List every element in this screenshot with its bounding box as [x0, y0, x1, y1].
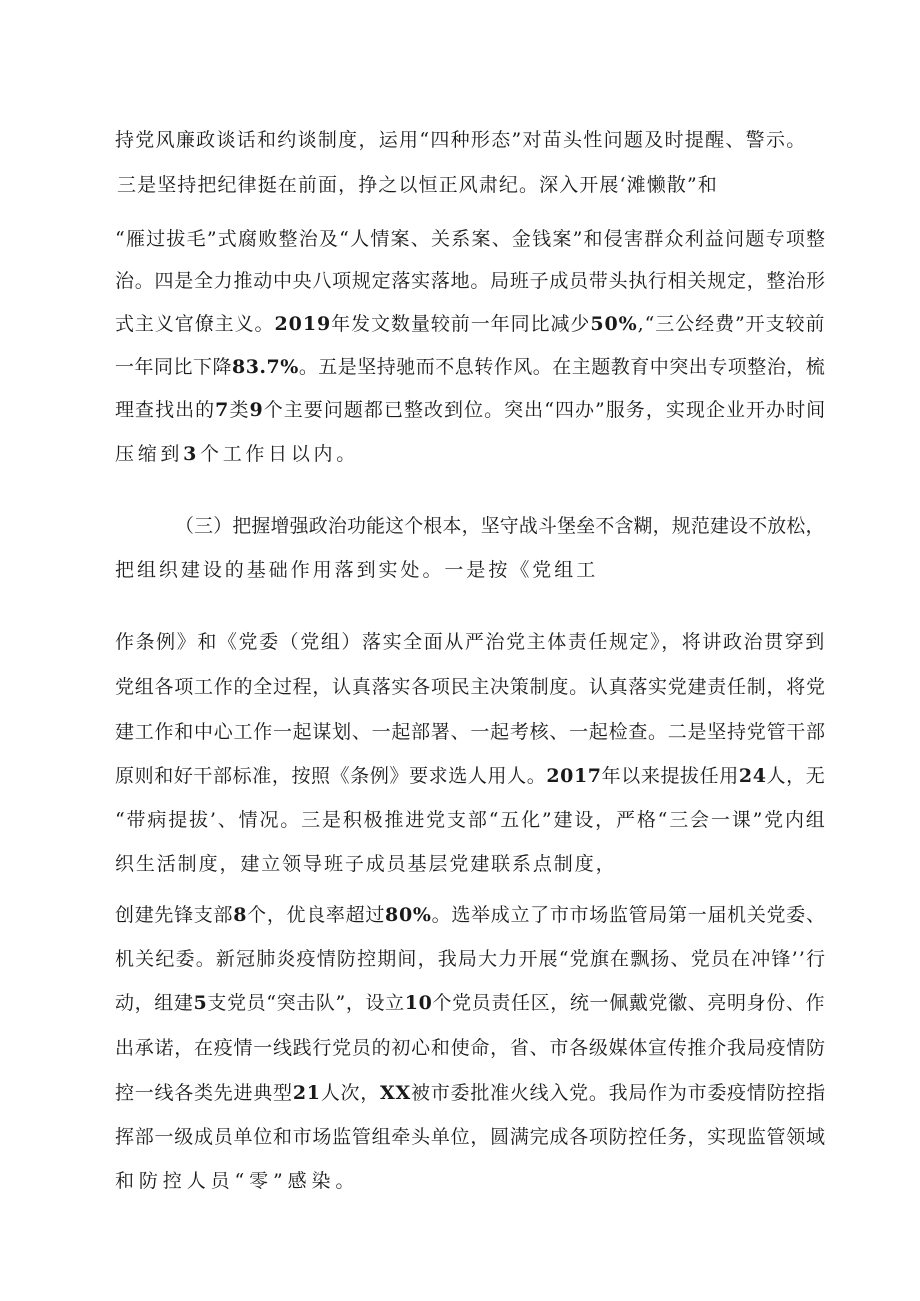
text-line: （三）把握增强政治功能这个根本，坚守战斗堡垒不含糊，规范建设不放松，: [175, 515, 825, 537]
text-line: 原则和好干部标准，按照《条例》要求选人用人。2017年以来提拔任用24人，无: [115, 765, 826, 787]
text-line: 三是坚持把纪律挺在前面，挣之以恒正风肃纪。深入开展‘滩懒散”和: [117, 174, 718, 196]
text-line: 和防控人员“零”感染。: [115, 1170, 360, 1192]
text-line: 机关纪委。新冠肺炎疫情防控期间，我局大力开展“党旗在飘扬、党员在冲锋’’行: [115, 948, 827, 970]
text-line: 创建先锋支部8个，优良率超过80%。选举成立了市市场监管局第一届机关党委、: [115, 904, 826, 926]
text-line: 控一线各类先进典型21人次，XX被市委批准火线入党。我局作为市委疫情防控指: [115, 1082, 826, 1104]
text-line: 建工作和中心工作一起谋划、一起部署、一起考核、一起检查。二是坚持党管干部: [115, 721, 826, 743]
text-line: 党组各项工作的全过程，认真落实各项民主决策制度。认真落实党建责任制，将党: [115, 676, 826, 698]
text-line: 把组织建设的基础作用落到实处。一是按《党组工: [115, 559, 599, 581]
text-line: “雁过拔毛”式腐败整治及“人情案、关系案、金钱案”和侵害群众利益问题专项整: [115, 228, 827, 250]
text-line: 式主义官僚主义。2019年发文数量较前一年同比减少50%,“三公经费”开支较前: [115, 313, 826, 335]
text-line: 挥部一级成员单位和市场监管组牵头单位，圆满完成各项防控任务，实现监管领域: [115, 1126, 826, 1148]
text-line: 一年同比下降83.7%。五是坚持驰而不息转作风。在主题教育中突出专项整治，梳: [115, 356, 826, 378]
text-line: 治。四是全力推动中央八项规定落实落地。局班子成员带头执行相关规定，整治形: [115, 270, 826, 292]
text-line: 压缩到3个工作日以内。: [115, 443, 359, 465]
text-line: “带病提拔’、情况。三是积极推进党支部“五化”建设，严格“三会一课”党内组: [115, 809, 827, 831]
text-line: 织生活制度，建立领导班子成员基层党建联系点制度，: [115, 853, 617, 875]
text-line: 理查找出的7类9个主要问题都已整改到位。突出“四办”服务，实现企业开办时间: [115, 399, 827, 421]
text-line: 持党风廉政谈话和约谈制度，运用“四种形态”对苗头性问题及时提醒、警示。: [115, 129, 807, 151]
text-line: 出承诺，在疫情一线践行党员的初心和使命，省、市各级媒体宣传推介我局疫情防: [115, 1037, 826, 1059]
text-line: 作条例》和《党委（党组）落实全面从严治党主体责任规定》，将讲政治贯穿到: [115, 631, 826, 653]
text-line: 动，组建5支党员“突击队”，设立10个党员责任区，统一佩戴党徽、亮明身份、作: [115, 992, 826, 1014]
